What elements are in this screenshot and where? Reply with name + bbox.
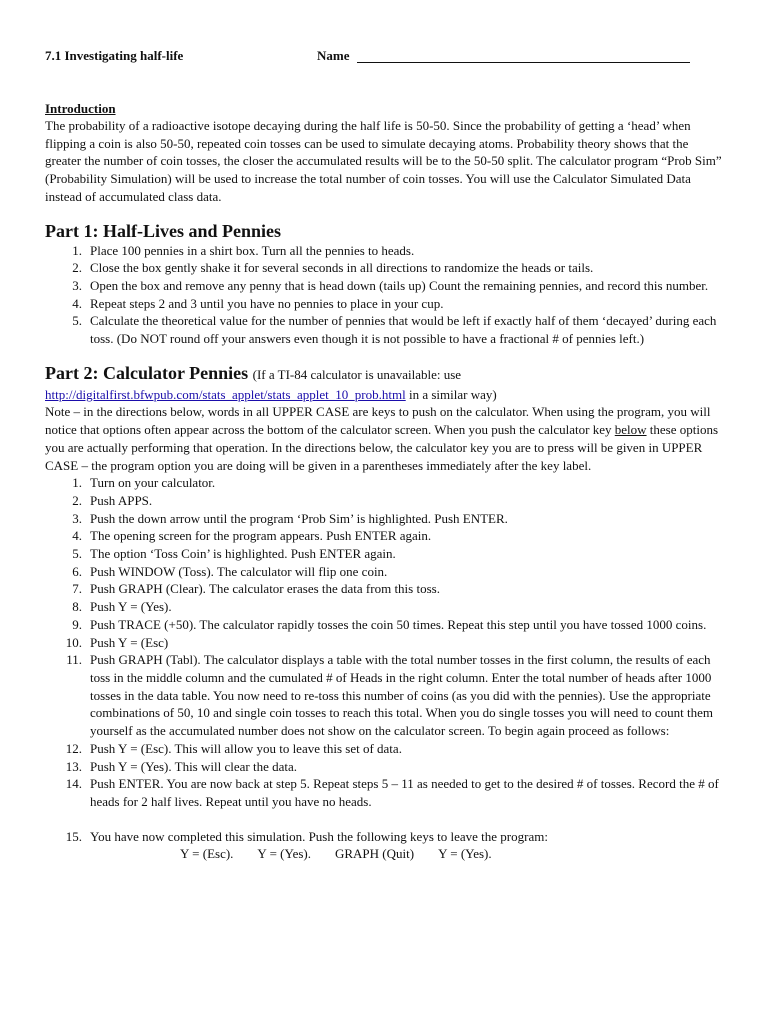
list-item	[45, 758, 725, 776]
step-text: Push Y = (Yes). This will clear the data.	[90, 758, 298, 774]
list-item	[45, 277, 725, 295]
introduction-text: The probability of a radioactive isotope decaying during the half life is 50-50. Since the probability of getting a ‘head’ when flipping a coin is also 50-50, repeated coin tosses can be used to simulate decaying atoms. Probability theory shows that the greater the number of coin tosses, the closer the accumulated results will be to the 50-50 split. The calculator program “Prob Sim” (Probability Simulation) will be used to increase the total number of coin tosses. You will use the Calculator Simulated Data instead of accumulated class data.	[45, 118, 722, 204]
step-number: 4.	[72, 528, 82, 544]
list-item	[45, 651, 725, 740]
note-text-end: these options you are actually performing that operation. In the directions below, the calculator key you are to press will be given in UPPER CASE – the program option you are doing will be given in a parentheses immediately after the key label.	[45, 422, 719, 473]
name-blank-line	[357, 62, 690, 63]
list-item	[45, 242, 725, 260]
step-number: 14.	[65, 776, 82, 792]
introduction-heading: Introduction	[45, 101, 116, 116]
step-number: 6.	[72, 563, 82, 579]
list-item	[45, 259, 725, 277]
step-text: Push Y = (Esc). This will allow you to leave this set of data.	[90, 740, 402, 756]
list-item	[45, 312, 725, 347]
applet-link-after: in a similar way)	[405, 386, 497, 402]
step-number: 1.	[72, 242, 82, 258]
step-text: Push GRAPH (Tabl). The calculator displays a table with the total number tosses in the first column, the results of each toss in the middle column and the cumulated # of Heads in the right column. Enter the total number of heads after 1000 tosses in the data table. You now need to re-toss this number of coins (as you did with the pennies). Use the appropriate combinations of 50, 10 and single coin tosses to reach this total. When you do single tosses you will need to count them yourself as the accumulated number does not show on the calculator screen. To begin again proceed as follows:	[90, 652, 713, 739]
list-item	[45, 580, 725, 598]
step-number: 15.	[65, 828, 82, 844]
list-item	[45, 616, 725, 634]
part2-steps-list	[45, 474, 725, 810]
step-text: Push ENTER. You are now back at step 5. Repeat steps 5 – 11 as needed to get to the desired # of tosses. Record the # of heads for 2 half lives. Repeat until you have no heads.	[90, 776, 719, 809]
name-label: Name	[317, 48, 350, 63]
exit-keys-line	[45, 845, 725, 863]
step-text: Push APPS.	[90, 492, 153, 508]
worksheet-header	[45, 46, 725, 68]
step-number: 13.	[65, 758, 82, 774]
step-text: Place 100 pennies in a shirt box. Turn all the pennies to heads.	[90, 242, 415, 258]
worksheet-title: 7.1 Investigating half-life	[45, 48, 184, 63]
list-item	[45, 527, 725, 545]
step-number: 2.	[72, 492, 82, 508]
step-text: Push Y = (Esc)	[90, 634, 169, 650]
exit-key: Y = (Yes).	[257, 846, 311, 862]
step-number: 12.	[65, 740, 82, 756]
list-item	[45, 775, 725, 810]
exit-key: Y = (Esc).	[180, 846, 234, 862]
list-item	[45, 740, 725, 758]
list-item	[45, 563, 725, 581]
note-underlined-word: below	[614, 422, 647, 438]
step-number: 4.	[72, 295, 82, 311]
list-item	[45, 634, 725, 652]
step-text: Push Y = (Yes).	[90, 599, 172, 615]
applet-link[interactable]: http://digitalfirst.bfwpub.com/stats_applet/stats_applet_10_prob.html	[45, 386, 406, 402]
step-text: Push the down arrow until the program ‘Prob Sim’ is highlighted. Push ENTER.	[90, 510, 508, 526]
applet-link-line	[45, 386, 725, 404]
step-number: 5.	[72, 546, 82, 562]
note-text-start: Note – in the directions below, words in all UPPER CASE are keys to push on the calculator. When using the program, you will notice that options often appear across the bottom of the calculator screen. When you push the calculator key	[45, 404, 711, 438]
part2-heading-note: (If a TI-84 calculator is unavailable: use	[252, 366, 462, 382]
part2-final-step-list	[45, 828, 725, 846]
part1-steps-list	[45, 242, 725, 348]
part2-heading-block	[45, 362, 725, 386]
step-number: 1.	[72, 475, 82, 491]
list-item	[45, 295, 725, 313]
step-number: 2.	[72, 260, 82, 276]
step-text: Open the box and remove any penny that is head down (tails up) Count the remaining pennies, and record this number.	[90, 277, 709, 293]
list-item	[45, 545, 725, 563]
step-text: The opening screen for the program appears. Push ENTER again.	[90, 528, 432, 544]
spacer	[45, 811, 725, 828]
step-number: 3.	[72, 510, 82, 526]
exit-key: GRAPH (Quit)	[334, 846, 415, 862]
step-number: 8.	[72, 599, 82, 615]
part1-heading: Part 1: Half-Lives and Pennies	[45, 220, 281, 241]
step-number: 5.	[72, 313, 82, 329]
step-text: Close the box gently shake it for several seconds in all directions to randomize the heads or tails.	[90, 260, 594, 276]
step-text: Turn on your calculator.	[90, 475, 216, 491]
step-number: 11.	[66, 652, 82, 668]
step-text: Push TRACE (+50). The calculator rapidly tosses the coin 50 times. Repeat this step until you have tossed 1000 coins.	[90, 616, 707, 632]
step-text: The option ‘Toss Coin’ is highlighted. Push ENTER again.	[90, 546, 396, 562]
list-item	[45, 474, 725, 492]
step-number: 10.	[65, 634, 82, 650]
part2-note	[45, 403, 725, 474]
list-item	[45, 828, 725, 846]
step-text: Repeat steps 2 and 3 until you have no pennies to place in your cup.	[90, 295, 444, 311]
step-text: Push WINDOW (Toss). The calculator will flip one coin.	[90, 563, 388, 579]
step-number: 7.	[72, 581, 82, 597]
step-number: 9.	[72, 616, 82, 632]
part2-heading: Part 2: Calculator Pennies	[45, 362, 249, 383]
worksheet-page	[45, 46, 725, 863]
step-text: Push GRAPH (Clear). The calculator erases the data from this toss.	[90, 581, 440, 597]
list-item	[45, 510, 725, 528]
list-item	[45, 492, 725, 510]
step-text: You have now completed this simulation. Push the following keys to leave the program:	[90, 828, 548, 844]
step-number: 3.	[72, 277, 82, 293]
exit-key: Y = (Yes).	[438, 846, 492, 862]
list-item	[45, 598, 725, 616]
step-text: Calculate the theoretical value for the number of pennies that would be left if exactly half of them ‘decayed’ during each toss. (Do NOT round off your answers even though it is not possible to have a fractional # of pennies left.)	[90, 313, 717, 347]
